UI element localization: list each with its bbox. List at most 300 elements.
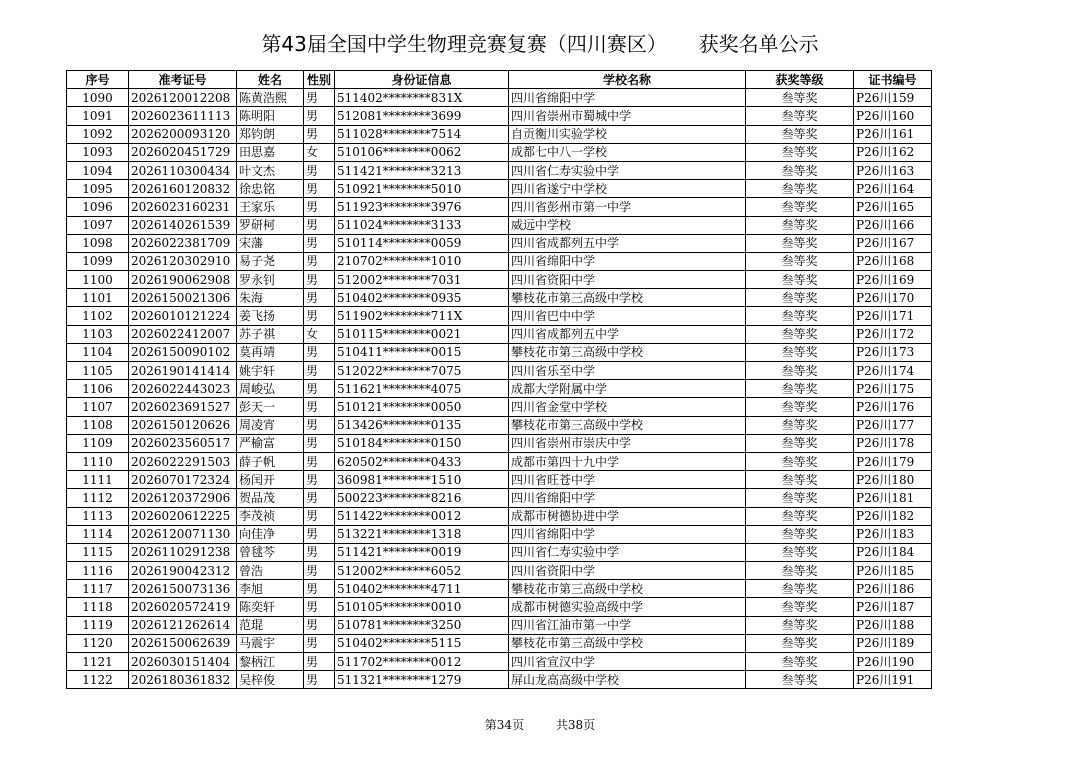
cell-certificate-number: P26川173 — [854, 343, 932, 361]
cell-award-level: 叁等奖 — [746, 471, 854, 489]
cell-school: 四川省资阳中学 — [509, 271, 746, 289]
cell-gender: 女 — [304, 325, 335, 343]
cell-gender: 男 — [304, 198, 335, 216]
cell-exam-number: 2026190042312 — [129, 562, 237, 580]
table-row — [67, 107, 932, 125]
table-row — [67, 489, 932, 507]
cell-school: 四川省仁寿实验中学 — [509, 161, 746, 179]
cell-award-level: 叁等奖 — [746, 343, 854, 361]
cell-exam-number: 2026023560517 — [129, 434, 237, 452]
cell-id-info: 511621********4075 — [335, 380, 509, 398]
cell-certificate-number: P26川169 — [854, 271, 932, 289]
cell-exam-number: 2026022443023 — [129, 380, 237, 398]
cell-school: 成都市第四十九中学 — [509, 452, 746, 470]
cell-gender: 男 — [304, 398, 335, 416]
cell-school: 四川省江油市第一中学 — [509, 616, 746, 634]
column-header-school: 学校名称 — [509, 71, 746, 89]
cell-certificate-number: P26川176 — [854, 398, 932, 416]
cell-award-level: 叁等奖 — [746, 252, 854, 270]
cell-id-info: 511024********3133 — [335, 216, 509, 234]
cell-index: 1112 — [67, 489, 129, 507]
cell-id-info: 511422********0012 — [335, 507, 509, 525]
cell-certificate-number: P26川165 — [854, 198, 932, 216]
table-body — [67, 89, 932, 689]
cell-index: 1098 — [67, 234, 129, 252]
cell-name: 田思嘉 — [237, 143, 304, 161]
cell-award-level: 叁等奖 — [746, 271, 854, 289]
column-header-name: 姓名 — [237, 71, 304, 89]
cell-index: 1118 — [67, 598, 129, 616]
cell-exam-number: 2026110291238 — [129, 543, 237, 561]
cell-name: 吴梓俊 — [237, 671, 304, 689]
cell-id-info: 510781********3250 — [335, 616, 509, 634]
cell-index: 1091 — [67, 107, 129, 125]
cell-certificate-number: P26川177 — [854, 416, 932, 434]
cell-index: 1097 — [67, 216, 129, 234]
cell-index: 1104 — [67, 343, 129, 361]
cell-certificate-number: P26川172 — [854, 325, 932, 343]
cell-name: 莫再靖 — [237, 343, 304, 361]
cell-id-info: 510115********0021 — [335, 325, 509, 343]
cell-index: 1106 — [67, 380, 129, 398]
cell-school: 四川省彭州市第一中学 — [509, 198, 746, 216]
cell-index: 1119 — [67, 616, 129, 634]
cell-gender: 男 — [304, 252, 335, 270]
table-row — [67, 634, 932, 652]
cell-school: 攀枝花市第三高级中学校 — [509, 289, 746, 307]
cell-name: 徐忠铭 — [237, 180, 304, 198]
cell-school: 四川省仁寿实验中学 — [509, 543, 746, 561]
cell-exam-number: 2026180361832 — [129, 671, 237, 689]
cell-gender: 男 — [304, 343, 335, 361]
cell-index: 1122 — [67, 671, 129, 689]
table-row — [67, 398, 932, 416]
cell-id-info: 511421********0019 — [335, 543, 509, 561]
cell-school: 攀枝花市第三高级中学校 — [509, 343, 746, 361]
cell-id-info: 511702********0012 — [335, 653, 509, 671]
page-footer — [0, 716, 1080, 733]
cell-school: 攀枝花市第三高级中学校 — [509, 634, 746, 652]
cell-name: 曾毬芩 — [237, 543, 304, 561]
cell-name: 陈奕轩 — [237, 598, 304, 616]
cell-gender: 男 — [304, 271, 335, 289]
cell-certificate-number: P26川174 — [854, 362, 932, 380]
cell-gender: 男 — [304, 234, 335, 252]
cell-award-level: 叁等奖 — [746, 562, 854, 580]
cell-exam-number: 2026120302910 — [129, 252, 237, 270]
cell-school: 成都七中八一学校 — [509, 143, 746, 161]
cell-school: 四川省宣汉中学 — [509, 653, 746, 671]
cell-exam-number: 2026022412007 — [129, 325, 237, 343]
cell-gender: 男 — [304, 180, 335, 198]
cell-certificate-number: P26川166 — [854, 216, 932, 234]
table-row — [67, 598, 932, 616]
cell-exam-number: 2026110300434 — [129, 161, 237, 179]
cell-school: 四川省金堂中学校 — [509, 398, 746, 416]
cell-index: 1100 — [67, 271, 129, 289]
cell-name: 姚宇轩 — [237, 362, 304, 380]
cell-award-level: 叁等奖 — [746, 507, 854, 525]
cell-name: 贺品茂 — [237, 489, 304, 507]
cell-name: 严榆富 — [237, 434, 304, 452]
cell-name: 郑钧朗 — [237, 125, 304, 143]
cell-id-info: 511421********3213 — [335, 161, 509, 179]
cell-certificate-number: P26川181 — [854, 489, 932, 507]
cell-certificate-number: P26川183 — [854, 525, 932, 543]
table-row — [67, 271, 932, 289]
cell-name: 马震宇 — [237, 634, 304, 652]
cell-certificate-number: P26川168 — [854, 252, 932, 270]
cell-award-level: 叁等奖 — [746, 180, 854, 198]
cell-name: 宋藩 — [237, 234, 304, 252]
cell-award-level: 叁等奖 — [746, 380, 854, 398]
table-row — [67, 580, 932, 598]
table-row — [67, 416, 932, 434]
cell-gender: 男 — [304, 289, 335, 307]
cell-name: 杨闰开 — [237, 471, 304, 489]
cell-exam-number: 2026023691527 — [129, 398, 237, 416]
cell-name: 范琨 — [237, 616, 304, 634]
cell-certificate-number: P26川164 — [854, 180, 932, 198]
table-row — [67, 307, 932, 325]
table-row — [67, 471, 932, 489]
table-row — [67, 653, 932, 671]
cell-name: 朱海 — [237, 289, 304, 307]
cell-exam-number: 2026200093120 — [129, 125, 237, 143]
cell-id-info: 620502********0433 — [335, 452, 509, 470]
cell-id-info: 510105********0010 — [335, 598, 509, 616]
cell-id-info: 511402********831X — [335, 89, 509, 107]
cell-award-level: 叁等奖 — [746, 580, 854, 598]
cell-gender: 男 — [304, 489, 335, 507]
cell-name: 陈明阳 — [237, 107, 304, 125]
table-row — [67, 452, 932, 470]
cell-certificate-number: P26川161 — [854, 125, 932, 143]
page-number: 第34页 — [484, 718, 525, 732]
cell-gender: 男 — [304, 380, 335, 398]
cell-id-info: 510402********0935 — [335, 289, 509, 307]
column-header-id-info: 身份证信息 — [335, 71, 509, 89]
cell-exam-number: 2026070172324 — [129, 471, 237, 489]
cell-gender: 男 — [304, 525, 335, 543]
cell-name: 陈黄浩熙 — [237, 89, 304, 107]
cell-exam-number: 2026190062908 — [129, 271, 237, 289]
cell-gender: 男 — [304, 580, 335, 598]
cell-award-level: 叁等奖 — [746, 671, 854, 689]
cell-certificate-number: P26川180 — [854, 471, 932, 489]
table-row — [67, 671, 932, 689]
cell-gender: 男 — [304, 452, 335, 470]
cell-award-level: 叁等奖 — [746, 598, 854, 616]
award-table — [66, 70, 932, 689]
cell-exam-number: 2026020451729 — [129, 143, 237, 161]
cell-certificate-number: P26川189 — [854, 634, 932, 652]
cell-name: 叶文杰 — [237, 161, 304, 179]
cell-award-level: 叁等奖 — [746, 307, 854, 325]
cell-index: 1115 — [67, 543, 129, 561]
cell-id-info: 513426********0135 — [335, 416, 509, 434]
cell-award-level: 叁等奖 — [746, 452, 854, 470]
cell-index: 1096 — [67, 198, 129, 216]
cell-index: 1120 — [67, 634, 129, 652]
cell-certificate-number: P26川187 — [854, 598, 932, 616]
cell-gender: 男 — [304, 562, 335, 580]
cell-index: 1116 — [67, 562, 129, 580]
cell-school: 四川省崇州市蜀城中学 — [509, 107, 746, 125]
page-total: 共38页 — [555, 718, 596, 732]
cell-gender: 男 — [304, 362, 335, 380]
cell-award-level: 叁等奖 — [746, 125, 854, 143]
cell-index: 1111 — [67, 471, 129, 489]
cell-exam-number: 2026140261539 — [129, 216, 237, 234]
cell-gender: 男 — [304, 653, 335, 671]
cell-school: 攀枝花市第三高级中学校 — [509, 580, 746, 598]
column-header-index: 序号 — [67, 71, 129, 89]
cell-award-level: 叁等奖 — [746, 525, 854, 543]
cell-exam-number: 2026150021306 — [129, 289, 237, 307]
table-row — [67, 252, 932, 270]
cell-certificate-number: P26川167 — [854, 234, 932, 252]
cell-school: 四川省资阳中学 — [509, 562, 746, 580]
cell-school: 四川省遂宁中学校 — [509, 180, 746, 198]
cell-certificate-number: P26川190 — [854, 653, 932, 671]
table-row — [67, 362, 932, 380]
cell-exam-number: 2026030151404 — [129, 653, 237, 671]
cell-id-info: 510184********0150 — [335, 434, 509, 452]
cell-exam-number: 2026023160231 — [129, 198, 237, 216]
cell-id-info: 511321********1279 — [335, 671, 509, 689]
cell-index: 1121 — [67, 653, 129, 671]
cell-exam-number: 2026160120832 — [129, 180, 237, 198]
cell-name: 周凌宵 — [237, 416, 304, 434]
cell-certificate-number: P26川185 — [854, 562, 932, 580]
cell-id-info: 513221********1318 — [335, 525, 509, 543]
cell-index: 1113 — [67, 507, 129, 525]
cell-exam-number: 2026150073136 — [129, 580, 237, 598]
cell-index: 1117 — [67, 580, 129, 598]
cell-certificate-number: P26川179 — [854, 452, 932, 470]
cell-gender: 男 — [304, 416, 335, 434]
table-row — [67, 180, 932, 198]
cell-index: 1090 — [67, 89, 129, 107]
cell-gender: 男 — [304, 125, 335, 143]
cell-school: 四川省绵阳中学 — [509, 89, 746, 107]
table-row — [67, 543, 932, 561]
cell-award-level: 叁等奖 — [746, 325, 854, 343]
cell-id-info: 510402********4711 — [335, 580, 509, 598]
cell-name: 李茂祯 — [237, 507, 304, 525]
cell-exam-number: 2026121262614 — [129, 616, 237, 634]
cell-award-level: 叁等奖 — [746, 289, 854, 307]
cell-name: 向佳净 — [237, 525, 304, 543]
cell-id-info: 511028********7514 — [335, 125, 509, 143]
page-title: 第43届全国中学生物理竞赛复赛（四川赛区） 获奖名单公示 — [261, 32, 819, 56]
cell-award-level: 叁等奖 — [746, 489, 854, 507]
table-row — [67, 616, 932, 634]
cell-school: 成都市树德实验高级中学 — [509, 598, 746, 616]
table-row — [67, 216, 932, 234]
cell-index: 1108 — [67, 416, 129, 434]
cell-index: 1114 — [67, 525, 129, 543]
cell-award-level: 叁等奖 — [746, 653, 854, 671]
cell-certificate-number: P26川175 — [854, 380, 932, 398]
cell-id-info: 510114********0059 — [335, 234, 509, 252]
cell-school: 四川省绵阳中学 — [509, 525, 746, 543]
table-row — [67, 89, 932, 107]
cell-id-info: 360981********1510 — [335, 471, 509, 489]
cell-award-level: 叁等奖 — [746, 107, 854, 125]
column-header-exam-number: 准考证号 — [129, 71, 237, 89]
cell-school: 自贡衡川实验学校 — [509, 125, 746, 143]
cell-id-info: 210702********1010 — [335, 252, 509, 270]
table-header — [67, 71, 932, 89]
cell-award-level: 叁等奖 — [746, 634, 854, 652]
cell-certificate-number: P26川191 — [854, 671, 932, 689]
cell-index: 1107 — [67, 398, 129, 416]
cell-id-info: 510106********0062 — [335, 143, 509, 161]
cell-name: 黎柄江 — [237, 653, 304, 671]
table-row — [67, 343, 932, 361]
cell-name: 罗研柯 — [237, 216, 304, 234]
cell-gender: 男 — [304, 471, 335, 489]
table-row — [67, 143, 932, 161]
cell-award-level: 叁等奖 — [746, 434, 854, 452]
cell-gender: 男 — [304, 598, 335, 616]
cell-gender: 男 — [304, 671, 335, 689]
cell-id-info: 512002********7031 — [335, 271, 509, 289]
cell-certificate-number: P26川162 — [854, 143, 932, 161]
cell-exam-number: 2026120012208 — [129, 89, 237, 107]
cell-gender: 男 — [304, 89, 335, 107]
table-row — [67, 562, 932, 580]
table-row — [67, 380, 932, 398]
table-row — [67, 198, 932, 216]
table-row — [67, 325, 932, 343]
cell-id-info: 510921********5010 — [335, 180, 509, 198]
cell-certificate-number: P26川186 — [854, 580, 932, 598]
cell-award-level: 叁等奖 — [746, 362, 854, 380]
cell-certificate-number: P26川160 — [854, 107, 932, 125]
cell-exam-number: 2026150090102 — [129, 343, 237, 361]
cell-certificate-number: P26川163 — [854, 161, 932, 179]
cell-index: 1102 — [67, 307, 129, 325]
cell-name: 罗永钊 — [237, 271, 304, 289]
table-row — [67, 525, 932, 543]
cell-certificate-number: P26川182 — [854, 507, 932, 525]
cell-school: 四川省成都列五中学 — [509, 325, 746, 343]
table-row — [67, 507, 932, 525]
cell-school: 成都大学附属中学 — [509, 380, 746, 398]
cell-index: 1105 — [67, 362, 129, 380]
cell-index: 1101 — [67, 289, 129, 307]
cell-exam-number: 2026020572419 — [129, 598, 237, 616]
cell-name: 易子尧 — [237, 252, 304, 270]
cell-index: 1092 — [67, 125, 129, 143]
cell-id-info: 510402********5115 — [335, 634, 509, 652]
header-row — [67, 71, 932, 89]
table-row — [67, 234, 932, 252]
cell-school: 四川省乐至中学 — [509, 362, 746, 380]
cell-gender: 女 — [304, 143, 335, 161]
cell-exam-number: 2026190141414 — [129, 362, 237, 380]
cell-gender: 男 — [304, 434, 335, 452]
cell-exam-number: 2026022381709 — [129, 234, 237, 252]
column-header-award-level: 获奖等级 — [746, 71, 854, 89]
cell-gender: 男 — [304, 616, 335, 634]
table-row — [67, 289, 932, 307]
column-header-certificate-number: 证书编号 — [854, 71, 932, 89]
cell-id-info: 512002********6052 — [335, 562, 509, 580]
cell-school: 成都市树德协进中学 — [509, 507, 746, 525]
cell-school: 四川省旺苍中学 — [509, 471, 746, 489]
cell-certificate-number: P26川184 — [854, 543, 932, 561]
cell-id-info: 511902********711X — [335, 307, 509, 325]
cell-certificate-number: P26川170 — [854, 289, 932, 307]
cell-name: 王家乐 — [237, 198, 304, 216]
cell-id-info: 510121********0050 — [335, 398, 509, 416]
cell-index: 1103 — [67, 325, 129, 343]
cell-name: 姜飞扬 — [237, 307, 304, 325]
cell-award-level: 叁等奖 — [746, 416, 854, 434]
cell-name: 曾浩 — [237, 562, 304, 580]
cell-gender: 男 — [304, 107, 335, 125]
cell-id-info: 500223********8216 — [335, 489, 509, 507]
cell-exam-number: 2026020612225 — [129, 507, 237, 525]
cell-index: 1093 — [67, 143, 129, 161]
cell-certificate-number: P26川178 — [854, 434, 932, 452]
cell-index: 1094 — [67, 161, 129, 179]
cell-award-level: 叁等奖 — [746, 398, 854, 416]
column-header-gender: 性别 — [304, 71, 335, 89]
cell-name: 彭天一 — [237, 398, 304, 416]
table-row — [67, 125, 932, 143]
cell-index: 1095 — [67, 180, 129, 198]
cell-school: 攀枝花市第三高级中学校 — [509, 416, 746, 434]
cell-award-level: 叁等奖 — [746, 216, 854, 234]
cell-school: 威远中学校 — [509, 216, 746, 234]
cell-id-info: 512081********3699 — [335, 107, 509, 125]
cell-certificate-number: P26川171 — [854, 307, 932, 325]
cell-school: 四川省绵阳中学 — [509, 252, 746, 270]
cell-gender: 男 — [304, 307, 335, 325]
cell-award-level: 叁等奖 — [746, 543, 854, 561]
cell-exam-number: 2026150062639 — [129, 634, 237, 652]
cell-index: 1099 — [67, 252, 129, 270]
cell-id-info: 510411********0015 — [335, 343, 509, 361]
cell-gender: 男 — [304, 161, 335, 179]
cell-certificate-number: P26川159 — [854, 89, 932, 107]
cell-name: 薛子帆 — [237, 452, 304, 470]
cell-id-info: 511923********3976 — [335, 198, 509, 216]
cell-index: 1110 — [67, 452, 129, 470]
cell-school: 四川省绵阳中学 — [509, 489, 746, 507]
cell-certificate-number: P26川188 — [854, 616, 932, 634]
cell-award-level: 叁等奖 — [746, 234, 854, 252]
cell-gender: 男 — [304, 634, 335, 652]
cell-exam-number: 2026150120626 — [129, 416, 237, 434]
cell-id-info: 512022********7075 — [335, 362, 509, 380]
cell-name: 李旭 — [237, 580, 304, 598]
cell-award-level: 叁等奖 — [746, 89, 854, 107]
cell-award-level: 叁等奖 — [746, 143, 854, 161]
cell-exam-number: 2026120372906 — [129, 489, 237, 507]
cell-school: 屏山龙高高级中学校 — [509, 671, 746, 689]
cell-exam-number: 2026023611113 — [129, 107, 237, 125]
cell-award-level: 叁等奖 — [746, 198, 854, 216]
cell-name: 苏子祺 — [237, 325, 304, 343]
cell-name: 周峻弘 — [237, 380, 304, 398]
cell-award-level: 叁等奖 — [746, 616, 854, 634]
